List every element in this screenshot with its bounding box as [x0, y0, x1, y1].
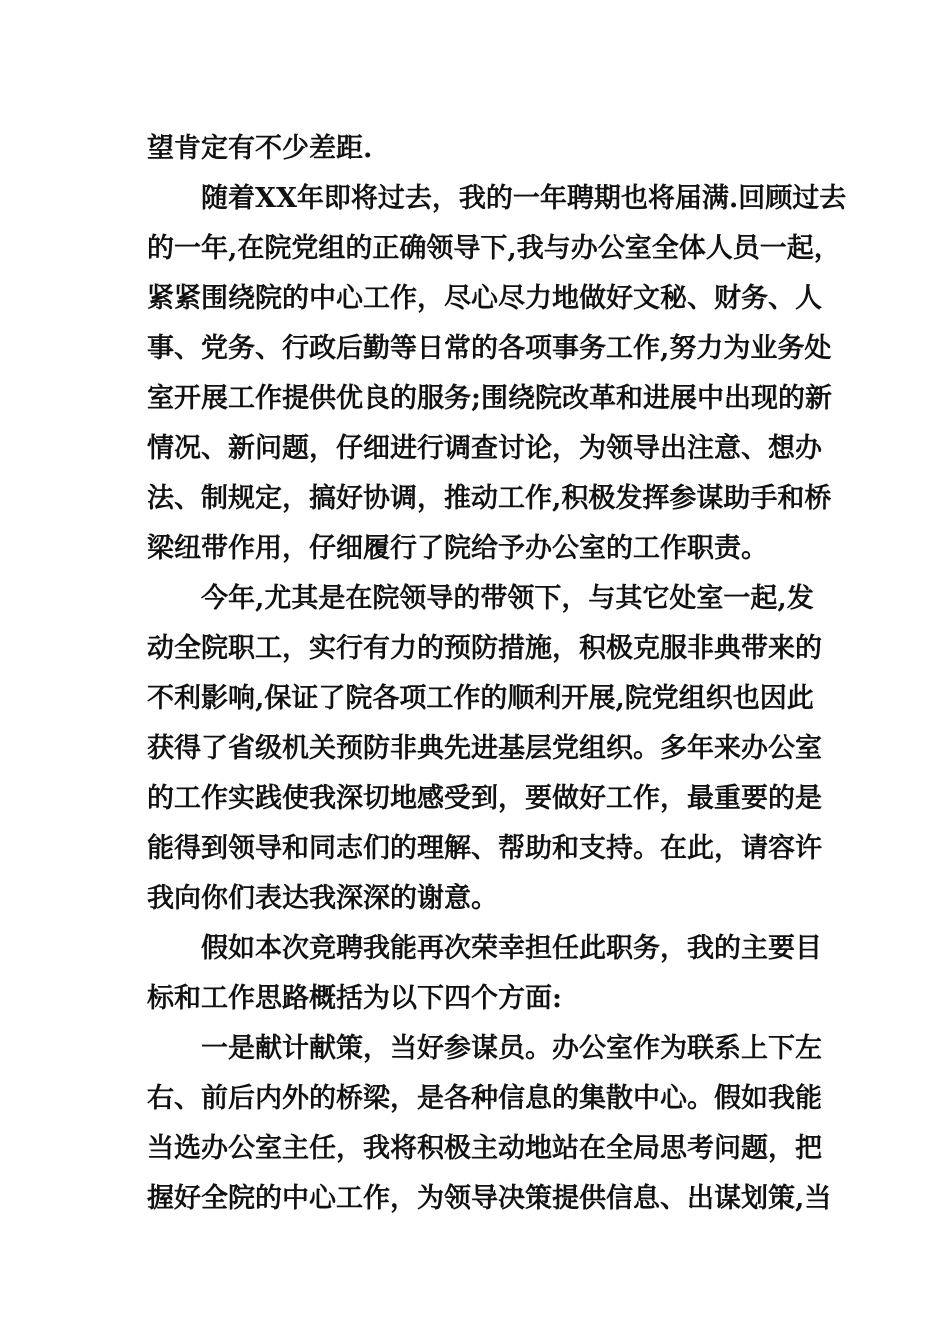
- body-line: 获得了省级机关预防非典先进基层党组织。多年来办公室: [147, 733, 822, 764]
- body-line: 法、制规定，搞好协调，推动工作,积极发挥参谋助手和桥: [147, 483, 832, 514]
- body-line: 情况、新问题，仔细进行调查讨论，为领导出注意、想办: [147, 433, 822, 464]
- body-line: 不利影响,保证了院各项工作的顺利开展,院党组织也因此: [147, 683, 814, 714]
- body-line: 望肯定有不少差距.: [147, 133, 373, 164]
- body-line: 的一年,在院党组的正确领导下,我与办公室全体人员一起，: [147, 233, 841, 264]
- body-line: 能得到领导和同志们的理解、帮助和支持。在此，请容许: [147, 833, 822, 864]
- paragraph-start-line: 假如本次竞聘我能再次荣幸担任此职务，我的主要目: [201, 933, 822, 964]
- paragraph-start-line: 今年,尤其是在院领导的带领下，与其它处室一起,发: [201, 583, 814, 614]
- body-line: 梁纽带作用，仔细履行了院给予办公室的工作职责。: [147, 533, 768, 564]
- paragraph-start-line: 一是献计献策，当好参谋员。办公室作为联系上下左: [201, 1033, 822, 1064]
- paragraph-start-line: 随着XX年即将过去，我的一年聘期也将届满.回顾过去: [201, 183, 847, 214]
- body-line: 握好全院的中心工作，为领导决策提供信息、出谋划策,当: [147, 1183, 832, 1214]
- body-line: 右、前后内外的桥梁，是各种信息的集散中心。假如我能: [147, 1083, 822, 1114]
- body-line: 事、党务、行政后勤等日常的各项事务工作,努力为业务处: [147, 333, 832, 364]
- body-line: 当选办公室主任，我将积极主动地站在全局思考问题，把: [147, 1133, 822, 1164]
- document-body: [147, 124, 847, 1224]
- body-line: 标和工作思路概括为以下四个方面:: [147, 983, 562, 1014]
- body-line: 紧紧围绕院的中心工作，尽心尽力地做好文秘、财务、人: [147, 283, 822, 314]
- body-line: 室开展工作提供优良的服务;围绕院改革和进展中出现的新: [147, 383, 832, 414]
- body-line: 动全院职工，实行有力的预防措施，积极克服非典带来的: [147, 633, 822, 664]
- body-line: 的工作实践使我深切地感受到，要做好工作，最重要的是: [147, 783, 822, 814]
- body-line: 我向你们表达我深深的谢意。: [147, 883, 498, 914]
